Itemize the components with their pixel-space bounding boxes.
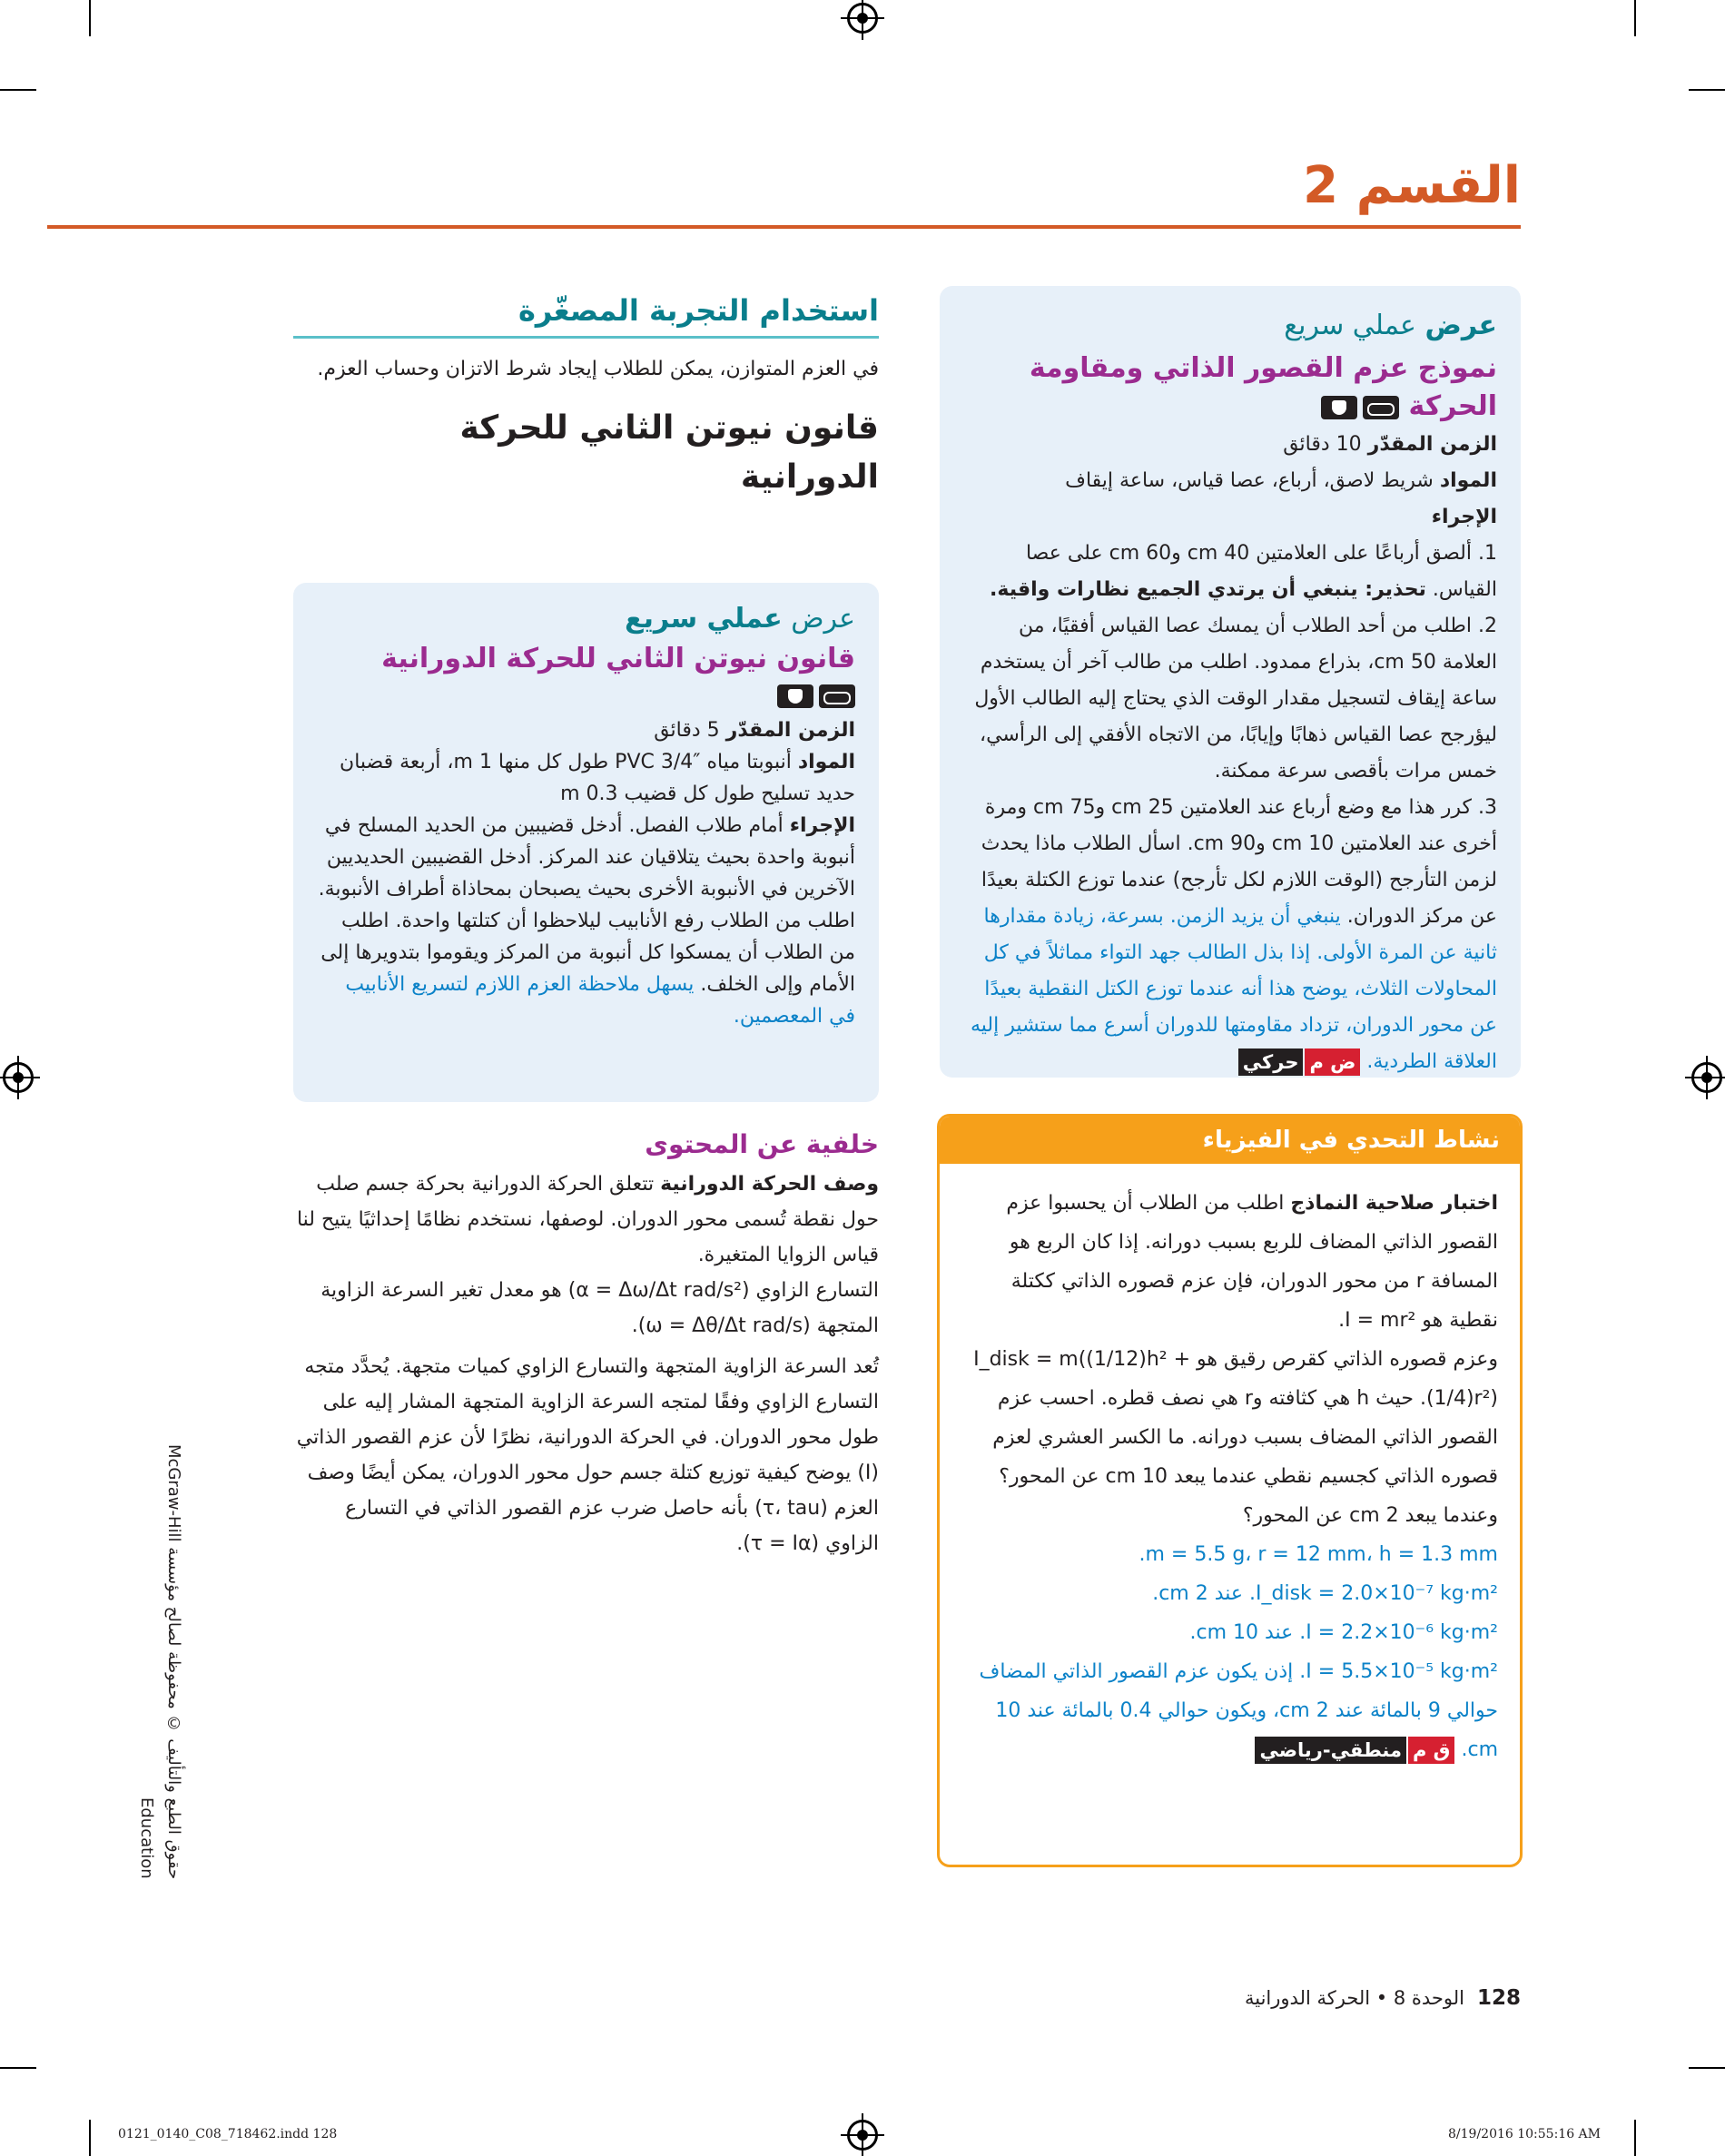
demo-title: نموذج عزم القصور الذاتي ومقاومة الحركة	[1029, 352, 1497, 422]
tag-badge: ق م	[1408, 1737, 1454, 1764]
challenge-answer: I = 5.5×10⁻⁵ kg·m². إذن يكون عزم القصور الذاتي المضاف حوالي 9 بالمائة عند 2 cm، ويكون حوالي 0.4 بالمائة عند 10 cm. ق ممنطقي-رياضي	[961, 1652, 1498, 1769]
demo-step-3: 3. كرر هذا مع وضع أرباع عند العلامتين 25 cm و75 cm ومرة أخرى عند العلامتين 10 cm و90 cm. اسأل الطلاب ماذا يحدث لزمن التأرجح (الوقت اللازم لكل تأرجح) عندما توزع الكتلة بعيدًا عن مركز الدوران. ينبغي أن يزيد الزمن. بسرعة، زيادة مقدارها ثانية عن المرة الأولى. إذا بذل الطالب جهد التواء مماثلاً في كل المحاولات الثلاث، يوضح هذا أنه عندما توزع الكتل النقطية بعيدًا عن محور الدوران، تزداد مقاومتها للدوران أسرع مما ستشير إليه العلاقة الطردية. ض محركي	[963, 790, 1497, 1080]
challenge-answer: m = 5.5 g، r = 12 mm، h = 1.3 mm.	[1138, 1543, 1498, 1566]
crop-mark	[0, 2067, 36, 2069]
hand-safety-icon	[777, 684, 813, 708]
registration-mark-icon	[847, 3, 878, 34]
section-title: القسم 2	[1303, 156, 1521, 215]
crop-mark	[1634, 2120, 1636, 2156]
demo-step-1: 1. ألصق أرباعًا على العلامتين 40 cm و60 cm على عصا القياس. تحذير: ينبغي أن يرتدي الجميع نظارات واقية.	[990, 541, 1497, 601]
crop-mark	[1634, 0, 1636, 36]
goggles-icon	[1363, 396, 1399, 419]
challenge-header: نشاط التحدي في الفيزياء	[940, 1117, 1520, 1164]
challenge-answer: I_disk = 2.0×10⁻⁷ kg·m². عند 2 cm.	[1152, 1582, 1498, 1605]
page-number: 128	[1476, 1986, 1521, 2010]
content-background-section	[293, 1123, 879, 1561]
demo-kicker: عرض عملي سريع	[625, 603, 855, 635]
demo-kicker: عرض عملي سريع	[1284, 310, 1497, 341]
page-footer	[1245, 1986, 1521, 2010]
background-text-2: تُعد السرعة الزاوية المتجهة والتسارع الزاوي كميات متجهة. يُحدَّد متجه التسارع الزاوي وفقًا لمتجه السرعة الزاوية المتجهة المشار إليه على طول محور الدوران. في الحركة الدورانية، نظرًا لأن عزم القصور الذاتي (I) يوضح كيفية توزيع كتلة جسم حول محور الدوران، يمكن أيضًا وصف العزم (τ، tau) بأنه حاصل ضرب عزم القصور الذاتي في التسارع الزاوي (τ = Iα).	[296, 1355, 879, 1555]
section-rule	[47, 225, 1521, 229]
demo-procedure-label: الإجراء	[1431, 505, 1497, 528]
physics-challenge-box	[937, 1114, 1523, 1867]
tag-badge: حركي	[1238, 1048, 1304, 1076]
demo-materials: المواد شريط لاصق، أرباع، عصا قياس، ساعة إيقاف	[1065, 468, 1497, 492]
quick-demo-box-newton-rotation	[293, 583, 879, 1102]
challenge-body	[940, 1164, 1520, 1769]
demo-procedure: الإجراء أمام طلاب الفصل. أدخل قضيبين من الحديد المسلح في أنبوبة واحدة بحيث يتلاقيان عند المركز. أدخل القضيبين الحديديين الآخرين في الأنبوبة الأخرى بحيث يصبحان بمحاذاة أطراف الأنبوبة. اطلب من الطلاب رفع الأنابيب ليلاحظوا أن كتلتها واحدة. اطلب من الطلاب أن يمسكوا كل أنبوبة من المركز ويقوموا بتدويرها إلى الأمام وإلى الخلف. يسهل ملاحظة العزم اللازم لتسريع الأنابيب في المعصمين.	[318, 813, 855, 1028]
slug-timestamp: 8/19/2016 10:55:16 AM	[1448, 2127, 1602, 2141]
mini-lab-section	[293, 289, 879, 502]
crop-mark	[89, 0, 91, 36]
challenge-answer: I = 2.2×10⁻⁶ kg·m². عند 10 cm.	[1189, 1621, 1498, 1644]
demo-time: الزمن المقدّر 10 دقائق	[1283, 432, 1497, 456]
background-text-1: وصف الحركة الدورانية تتعلق الحركة الدورانية بحركة جسم صلب حول نقطة تُسمى محور الدوران. لوصفها، نستخدم نظامًا إحداثيًا يتيح لنا قياس الزوايا المتغيرة.	[296, 1173, 879, 1266]
demo-step-2: 2. اطلب من أحد الطلاب أن يمسك عصا القياس أفقيًا، من العلامة 50 cm، بذراع ممدود. اطلب من طالب آخر أن يستخدم ساعة إيقاف لتسجيل مقدار الوقت الذي يحتاج إليه الطالب الأول ليؤرجح عصا القياس ذهابًا وإيابًا، من الاتجاه الأفقي إلى الرأسي، خمس مرات بأقصى سرعة ممكنة.	[974, 614, 1497, 783]
quick-demo-box-moment-of-inertia	[940, 286, 1521, 1078]
background-accel-text: التسارع الزاوي (α = Δω/Δt rad/s²) هو معدل تغير السرعة الزاوية المتجهة (ω = Δθ/Δt rad/s).	[320, 1279, 879, 1337]
tag-badge: منطقي-رياضي	[1255, 1737, 1406, 1764]
newton-heading: قانون نيوتن الثاني للحركة الدورانية	[459, 409, 879, 496]
registration-mark-icon	[847, 2120, 878, 2151]
hand-safety-icon	[1321, 396, 1357, 419]
crop-mark	[89, 2120, 91, 2156]
background-heading: خلفية عن المحتوى	[645, 1129, 879, 1159]
registration-mark-icon	[3, 1062, 34, 1093]
crop-mark	[0, 89, 36, 91]
demo-title: قانون نيوتن الثاني للحركة الدورانية	[315, 641, 855, 714]
challenge-text-1: اختبار صلاحية النماذج اطلب من الطلاب أن يحسبوا عزم القصور الذاتي المضاف للربع بسبب دورانه. إذا كان الربع هو المسافة r من محور الدوران، فإن عزم قصوره الذاتي ككتلة نقطية هو I = mr².	[1006, 1192, 1498, 1332]
unit-label: الوحدة 8 • الحركة الدورانية	[1244, 1987, 1464, 2009]
registration-mark-icon	[1691, 1062, 1722, 1093]
heading-rule	[293, 336, 879, 339]
challenge-text-2: وعزم قصوره الذاتي كقرص رقيق هو I_disk = m((1/12)h² + (1/4)r²). حيث h هي كثافته وr هي نصف قطره. احسب عزم القصور الذاتي المضاف بسبب دورانه. ما الكسر العشري لعزم قصوره الذاتي كجسيم نقطي عندما يبعد 10 cm عن المحور؟ وعندما يبعد 2 cm عن المحور؟	[973, 1348, 1498, 1527]
crop-mark	[1689, 89, 1725, 91]
demo-materials: المواد أنبوبتا مياه PVC 3/4″ طول كل منها 1 m، أربعة قضبان حديد تسليح طول كل قضيب 0.3 m	[340, 750, 855, 805]
slug-file: 0121_0140_C08_718462.indd 128	[118, 2127, 338, 2141]
mini-lab-text: في العزم المتوازن، يمكن للطلاب إيجاد شرط الاتزان وحساب العزم.	[317, 358, 879, 380]
crop-mark	[1689, 2067, 1725, 2069]
mini-lab-heading: استخدام التجربة المصغّرة	[518, 293, 879, 328]
goggles-icon	[819, 684, 855, 708]
tag-badge: ض م	[1305, 1048, 1360, 1076]
copyright-notice: حقوق الطبع والتأليف © محفوظة لصالح مؤسسة McGraw-Hill Education	[137, 1443, 183, 1879]
demo-time: الزمن المقدّر 5 دقائق	[654, 718, 855, 742]
